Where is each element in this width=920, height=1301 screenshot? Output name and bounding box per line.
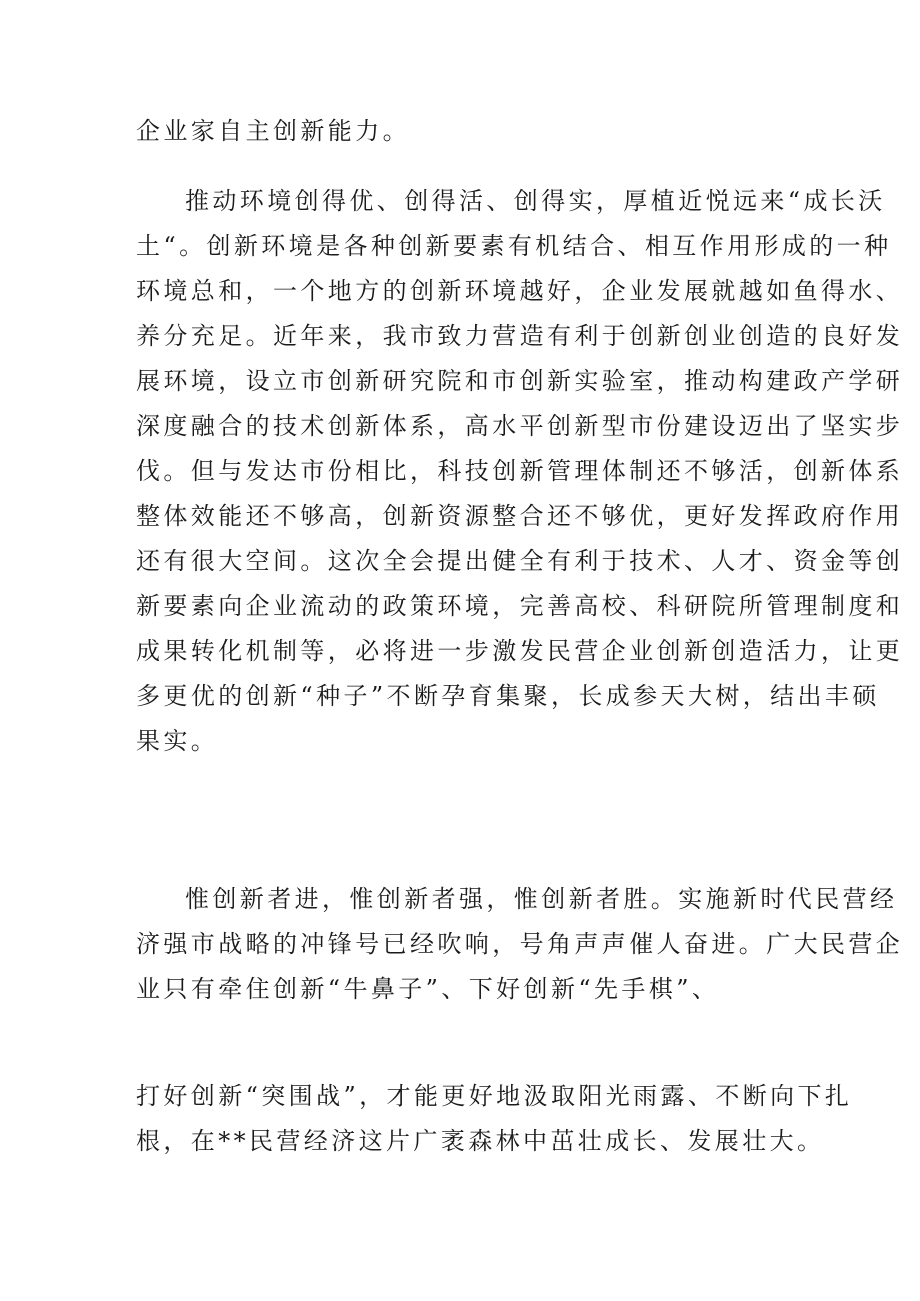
paragraph-line: 还有很大空间。这次全会提出健全有利于技术、人才、资金等创 [136, 547, 904, 575]
paragraph-line: 根，在**民营经济这片广袤森林中茁壮成长、发展壮大。 [136, 1127, 825, 1155]
paragraph-line: 果实。 [136, 727, 219, 755]
paragraph-line: 企业家自主创新能力。 [136, 117, 410, 145]
paragraph-line: 展环境，设立市创新研究院和市创新实验室，推动构建政产学研 [136, 367, 904, 395]
paragraph-line: 多更优的创新“种子”不断孕育集聚，长成参天大树，结出丰硕 [136, 682, 880, 710]
paragraph-line: 惟创新者进，惟创新者强，惟创新者胜。实施新时代民营经 [185, 885, 898, 913]
paragraph-line: 整体效能还不够高，创新资源整合还不够优，更好发挥政府作用 [136, 502, 904, 530]
paragraph-line: 伐。但与发达市份相比，科技创新管理体制还不够活，创新体系 [136, 457, 904, 485]
paragraph-line: 业只有牵住创新“牛鼻子”、下好创新“先手棋”、 [136, 975, 720, 1003]
paragraph-line: 济强市战略的冲锋号已经吹响，号角声声催人奋进。广大民营企 [136, 930, 904, 958]
paragraph-line: 打好创新“突围战”，才能更好地汲取阳光雨露、不断向下扎 [136, 1082, 853, 1110]
paragraph-line: 土“。创新环境是各种创新要素有机结合、相互作用形成的一种 [136, 232, 892, 260]
paragraph-line: 深度融合的技术创新体系，高水平创新型市份建设迈出了坚实步 [136, 412, 904, 440]
paragraph-line: 新要素向企业流动的政策环境，完善高校、科研院所管理制度和 [136, 592, 904, 620]
paragraph-line: 养分充足。近年来，我市致力营造有利于创新创业创造的良好发 [136, 322, 904, 350]
paragraph-line: 环境总和，一个地方的创新环境越好，企业发展就越如鱼得水、 [136, 277, 904, 305]
paragraph-line: 成果转化机制等，必将进一步激发民营企业创新创造活力，让更 [136, 637, 904, 665]
paragraph-line: 推动环境创得优、创得活、创得实，厚植近悦远来“成长沃 [185, 187, 886, 215]
